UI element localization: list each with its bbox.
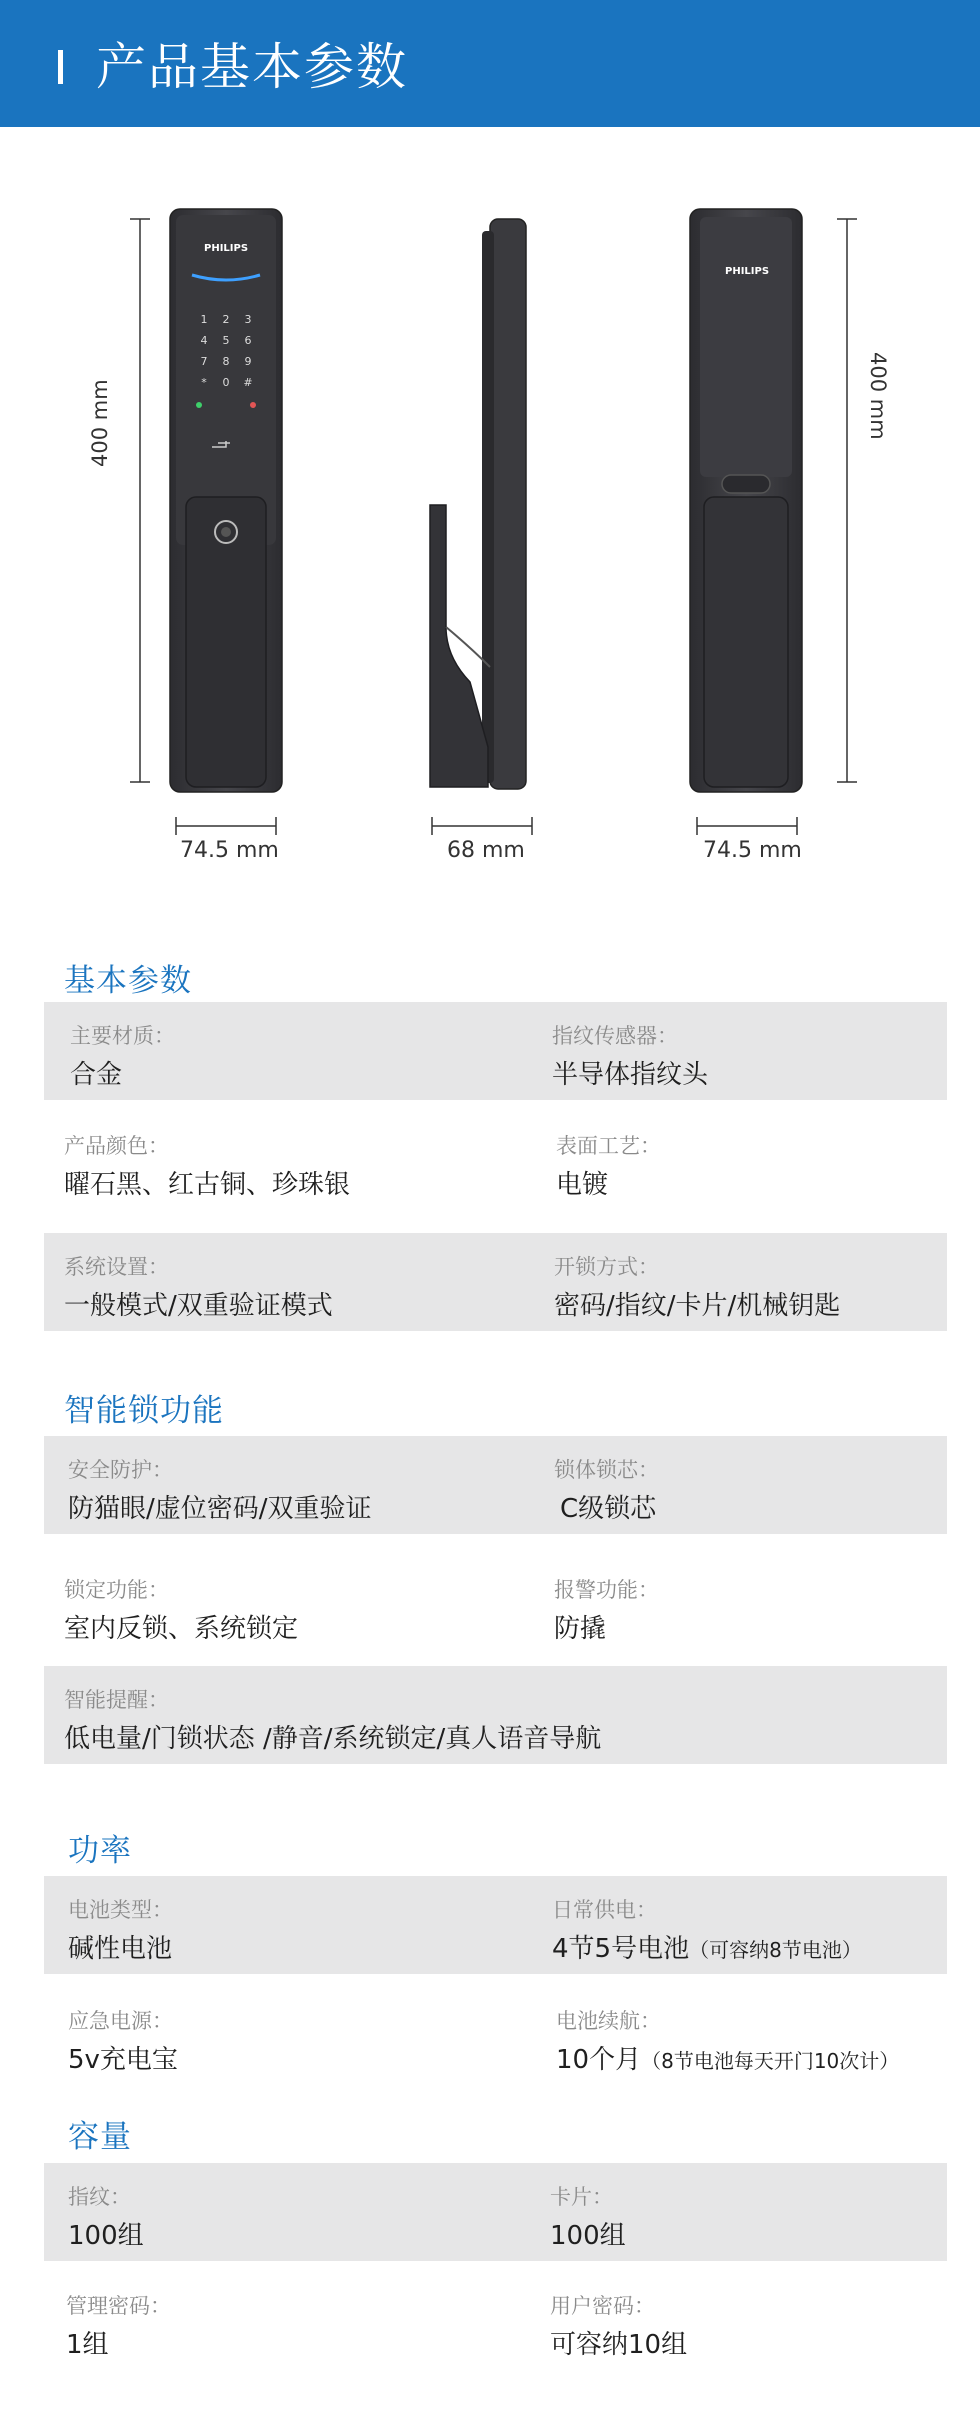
spec-label: 管理密码： bbox=[66, 2294, 171, 2318]
page-title: 产品基本参数 bbox=[96, 38, 408, 96]
back-height-label: 400 mm bbox=[866, 352, 890, 440]
keypad-key: 6 bbox=[244, 334, 252, 347]
back-width-label: 74.5 mm bbox=[703, 838, 802, 863]
front-height-label: 400 mm bbox=[88, 379, 112, 467]
spec-label: 指纹传感器： bbox=[552, 1024, 678, 1048]
side-view bbox=[430, 219, 526, 789]
section-title-basic: 基本参数 bbox=[64, 963, 192, 999]
spec-row bbox=[44, 1436, 947, 1534]
side-width-label: 68 mm bbox=[447, 838, 525, 863]
keypad-key: 0 bbox=[222, 376, 230, 389]
spec-value: 防撬 bbox=[554, 1614, 607, 1644]
header-accent-bar bbox=[58, 50, 63, 84]
spec-value: 合金 bbox=[70, 1060, 123, 1090]
spec-value-main: 4节5号电池 bbox=[552, 1934, 690, 1964]
width-dimension-lines bbox=[176, 817, 797, 835]
spec-label: 电池类型： bbox=[68, 1898, 173, 1922]
spec-value: 1组 bbox=[66, 2330, 109, 2360]
spec-value: C级锁芯 bbox=[560, 1494, 657, 1524]
spec-value-note: （可容纳8节电池） bbox=[689, 1938, 862, 1962]
spec-value bbox=[552, 1928, 862, 1965]
spec-row bbox=[44, 2272, 947, 2370]
spec-value: 防猫眼/虚位密码/双重验证 bbox=[68, 1494, 372, 1524]
lock-illustration bbox=[0, 127, 980, 887]
spec-value: 5v充电宝 bbox=[68, 2045, 178, 2075]
front-view bbox=[130, 209, 282, 792]
spec-label: 系统设置： bbox=[64, 1255, 169, 1279]
back-brand-logo: PHILIPS bbox=[725, 266, 770, 277]
spec-value-note: （8节电池每天开门10次计） bbox=[641, 2049, 900, 2073]
keypad-key: 8 bbox=[222, 355, 230, 368]
front-brand-logo: PHILIPS bbox=[204, 243, 249, 254]
spec-label: 产品颜色： bbox=[64, 1134, 169, 1158]
spec-value: 可容纳10组 bbox=[550, 2330, 688, 2360]
spec-label: 指纹： bbox=[68, 2185, 131, 2209]
spec-label: 用户密码： bbox=[550, 2294, 655, 2318]
section-title-capacity: 容量 bbox=[68, 2119, 132, 2155]
keypad-key: 9 bbox=[244, 355, 252, 368]
spec-row bbox=[44, 1002, 947, 1100]
keypad-key: 1 bbox=[200, 313, 208, 326]
keypad-key: 7 bbox=[200, 355, 208, 368]
spec-row bbox=[44, 1556, 947, 1654]
spec-label: 主要材质： bbox=[70, 1024, 175, 1048]
spec-label: 锁体锁芯： bbox=[554, 1458, 659, 1482]
spec-value: 曜石黑、红古铜、珍珠银 bbox=[64, 1170, 351, 1200]
spec-value: 一般模式/双重验证模式 bbox=[64, 1291, 333, 1321]
spec-label: 表面工艺： bbox=[556, 1134, 661, 1158]
spec-row bbox=[44, 1112, 947, 1210]
spec-label: 卡片： bbox=[550, 2185, 613, 2209]
section-title-power: 功率 bbox=[68, 1833, 132, 1869]
spec-value: 100组 bbox=[68, 2221, 144, 2251]
spec-row bbox=[44, 1233, 947, 1331]
front-keypad bbox=[193, 313, 261, 389]
spec-row bbox=[44, 2163, 947, 2261]
spec-row bbox=[44, 1987, 947, 2085]
spec-label: 日常供电： bbox=[552, 1898, 657, 1922]
spec-value: 100组 bbox=[550, 2221, 626, 2251]
page-header bbox=[0, 0, 980, 127]
keypad-key: 2 bbox=[222, 313, 230, 326]
keypad-key: 4 bbox=[200, 334, 208, 347]
spec-label: 智能提醒： bbox=[64, 1688, 169, 1712]
spec-value: 低电量/门锁状态 /静音/系统锁定/真人语音导航 bbox=[64, 1724, 602, 1754]
keypad-key: # bbox=[243, 376, 253, 389]
spec-label: 安全防护： bbox=[68, 1458, 173, 1482]
spec-label: 报警功能： bbox=[554, 1578, 659, 1602]
spec-label: 电池续航： bbox=[556, 2009, 661, 2033]
spec-label: 开锁方式： bbox=[554, 1255, 659, 1279]
spec-value: 室内反锁、系统锁定 bbox=[64, 1614, 299, 1644]
front-width-label: 74.5 mm bbox=[180, 838, 279, 863]
keypad-key: * bbox=[201, 376, 207, 389]
keypad-key: 5 bbox=[222, 334, 230, 347]
spec-value: 半导体指纹头 bbox=[552, 1060, 709, 1090]
keypad-key: 3 bbox=[244, 313, 252, 326]
back-view bbox=[690, 209, 857, 792]
product-dimension-diagram bbox=[0, 127, 980, 887]
spec-row bbox=[44, 1876, 947, 1974]
spec-value: 电镀 bbox=[556, 1170, 609, 1200]
section-title-smart-lock: 智能锁功能 bbox=[64, 1393, 224, 1429]
spec-value: 碱性电池 bbox=[68, 1934, 173, 1964]
spec-value-main: 10个月 bbox=[556, 2045, 642, 2075]
spec-value: 密码/指纹/卡片/机械钥匙 bbox=[554, 1291, 841, 1321]
spec-row bbox=[44, 1666, 947, 1764]
spec-label: 锁定功能： bbox=[64, 1578, 169, 1602]
spec-value bbox=[556, 2039, 899, 2076]
spec-label: 应急电源： bbox=[68, 2009, 173, 2033]
